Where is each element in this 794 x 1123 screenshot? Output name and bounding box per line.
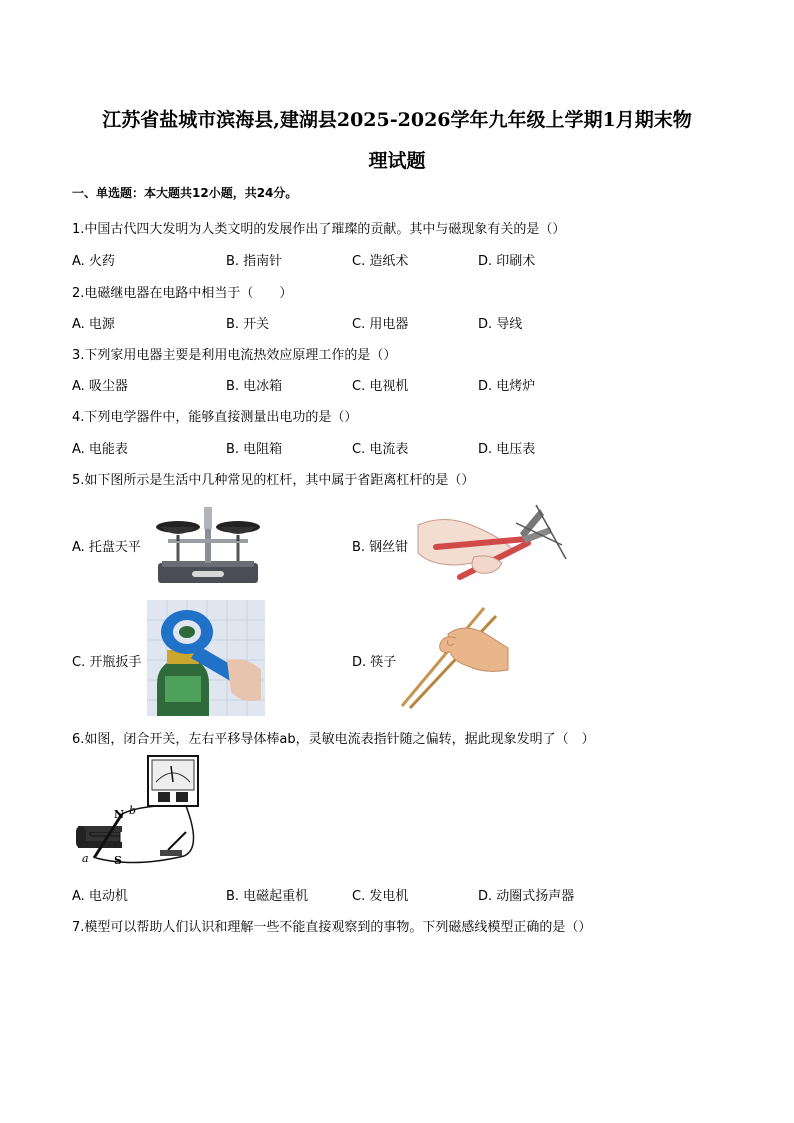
q1-option-c: C. 造纸术 xyxy=(352,254,409,269)
rod-end-b-label: b xyxy=(129,804,137,817)
q3-option-c: C. 电视机 xyxy=(352,379,409,394)
question-1-stem: 1.中国古代四大发明为人类文明的发展作出了璀璨的贡献。其中与磁现象有关的是（） xyxy=(72,222,566,237)
q1-option-a: A. 火药 xyxy=(72,254,115,269)
q3-option-d: D. 电烤炉 xyxy=(478,379,536,394)
document-title-line1: 江苏省盐城市滨海县,建湖县2025-2026学年九年级上学期1月期末物 xyxy=(102,109,692,131)
q2-option-a: A. 电源 xyxy=(72,317,115,332)
q5-option-b: B. 钢丝钳 xyxy=(352,540,409,555)
q2-option-d: D. 导线 xyxy=(478,317,523,332)
q3-option-b: B. 电冰箱 xyxy=(226,379,283,394)
question-4-stem: 4.下列电学器件中，能够直接测量出电功的是（） xyxy=(72,410,358,425)
q6-option-c: C. 发电机 xyxy=(352,889,409,904)
electromagnetic-induction-diagram xyxy=(74,752,204,868)
bottle-opener-image xyxy=(147,600,265,716)
q4-option-a: A. 电能表 xyxy=(72,442,128,457)
q1-option-d: D. 印刷术 xyxy=(478,254,536,269)
q2-option-b: B. 开关 xyxy=(226,317,270,332)
balance-scale-image xyxy=(150,505,266,587)
chopsticks-image xyxy=(398,604,510,710)
rod-end-a-label: a xyxy=(82,852,89,865)
pole-s-label: S xyxy=(114,854,122,867)
question-3-stem: 3.下列家用电器主要是利用电流热效应原理工作的是（） xyxy=(72,348,397,363)
question-7-stem: 7.模型可以帮助人们认识和理解一些不能直接观察到的事物。下列磁感线模型正确的是（） xyxy=(72,920,592,935)
question-6-stem: 6.如图，闭合开关，左右平移导体棒ab，灵敏电流表指针随之偏转，据此现象发明了（ ） xyxy=(72,732,595,747)
q5-option-d: D. 筷子 xyxy=(352,655,397,670)
section-heading: 一、单选题：本大题共12小题，共24分。 xyxy=(72,186,298,200)
q4-option-b: B. 电阻箱 xyxy=(226,442,283,457)
q2-option-c: C. 用电器 xyxy=(352,317,409,332)
q5-option-c: C. 开瓶扳手 xyxy=(72,655,142,670)
q1-option-b: B. 指南针 xyxy=(226,254,283,269)
q6-option-b: B. 电磁起重机 xyxy=(226,889,309,904)
pole-n-label: N xyxy=(114,808,125,821)
question-2-stem: 2.电磁继电器在电路中相当于（ ） xyxy=(72,286,293,301)
q4-option-d: D. 电压表 xyxy=(478,442,536,457)
wire-pliers-image xyxy=(416,503,568,585)
document-title-line2: 理试题 xyxy=(368,150,426,172)
q3-option-a: A. 吸尘器 xyxy=(72,379,128,394)
question-5-stem: 5.如下图所示是生活中几种常见的杠杆，其中属于省距离杠杆的是（） xyxy=(72,473,475,488)
q4-option-c: C. 电流表 xyxy=(352,442,409,457)
q6-option-d: D. 动圈式扬声器 xyxy=(478,889,575,904)
q5-option-a: A. 托盘天平 xyxy=(72,540,141,555)
q6-option-a: A. 电动机 xyxy=(72,889,128,904)
